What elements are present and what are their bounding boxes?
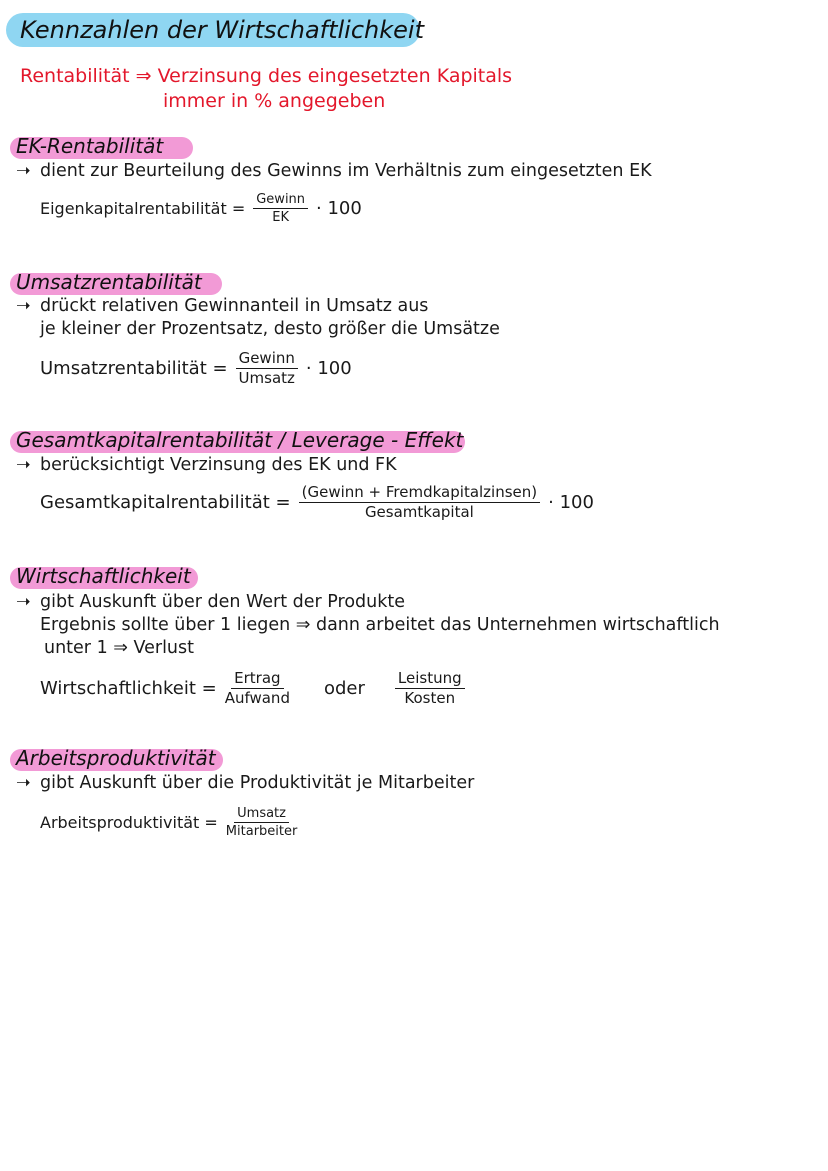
formula-umsatzrentabilitaet (40, 350, 352, 387)
multiplier: · 100 (305, 358, 352, 379)
bullet-line (16, 295, 428, 317)
bullet-line (16, 454, 397, 476)
denominator: Aufwand (224, 689, 290, 707)
numerator: Leistung (395, 670, 465, 689)
loss-note: unter 1 ⇒ Verlust (44, 638, 194, 658)
denominator: Gesamtkapital (364, 503, 474, 521)
denominator: Kosten (404, 689, 456, 707)
bullet-text: je kleiner der Prozentsatz, desto größer die Umsätze (40, 319, 500, 339)
fraction (253, 192, 308, 225)
bullet-text: dient zur Beurteilung des Gewinns im Verhältnis zum eingesetzten EK (40, 161, 652, 181)
bullet-text: gibt Auskunft über den Wert der Produkte (40, 592, 406, 612)
arrow-icon: ➝ (16, 592, 31, 612)
connector-text: oder (323, 678, 365, 699)
formula-gesamtkapitalrentabilitaet (40, 484, 594, 521)
intro-line-2: immer in % angegeben (163, 90, 386, 112)
section-heading-ek-rentabilitaet: EK-Rentabilität (16, 134, 164, 158)
fraction (236, 350, 298, 387)
bullet-line (16, 591, 405, 613)
fraction (226, 806, 298, 839)
bullet-text: Ergebnis sollte über 1 liegen ⇒ dann arbeitet das Unternehmen wirtschaftlich (40, 615, 720, 635)
page-title: Kennzahlen der Wirtschaftlichkeit (20, 16, 424, 44)
arrow-icon: ➝ (16, 773, 31, 793)
intro-line-1: Rentabilität ⇒ Verzinsung des eingesetzten Kapitals (20, 65, 513, 87)
section-heading-umsatzrentabilitaet: Umsatzrentabilität (16, 270, 202, 294)
bullet-line (16, 772, 474, 794)
numerator: Gewinn (236, 350, 298, 369)
formula-ek-rentabilitaet (40, 192, 362, 225)
section-heading-arbeitsproduktivitaet: Arbeitsproduktivität (16, 746, 216, 770)
fraction-alt (395, 670, 465, 707)
arrow-icon: ➝ (16, 455, 31, 475)
fraction (225, 670, 290, 707)
formula-lhs: Eigenkapitalrentabilität = (40, 199, 246, 218)
formula-lhs: Wirtschaftlichkeit = (40, 678, 217, 699)
bullet-text: drückt relativen Gewinnanteil in Umsatz aus (40, 296, 429, 316)
formula-lhs: Umsatzrentabilität = (40, 358, 228, 379)
bullet-line (16, 160, 652, 182)
fraction (299, 484, 541, 521)
formula-lhs: Gesamtkapitalrentabilität = (40, 492, 291, 513)
bullet-text: berücksichtigt Verzinsung des EK und FK (40, 455, 397, 475)
bullet-text: gibt Auskunft über die Produktivität je Mitarbeiter (40, 773, 475, 793)
numerator: Gewinn (253, 192, 308, 209)
numerator: (Gewinn + Fremdkapitalzinsen) (299, 484, 541, 503)
section-heading-wirtschaftlichkeit: Wirtschaftlichkeit (16, 564, 191, 588)
multiplier: · 100 (548, 492, 594, 513)
multiplier: · 100 (316, 198, 362, 219)
numerator: Umsatz (234, 806, 289, 823)
section-heading-gesamtkapitalrentabilitaet: Gesamtkapitalrentabilität / Leverage - Effekt (16, 428, 464, 452)
denominator: Umsatz (238, 369, 295, 387)
formula-arbeitsproduktivitaet (40, 806, 301, 839)
arrow-icon: ➝ (16, 161, 31, 181)
numerator: Ertrag (231, 670, 283, 689)
formula-lhs: Arbeitsproduktivität = (40, 813, 218, 832)
denominator: Mitarbeiter (225, 824, 298, 839)
arrow-icon: ➝ (16, 296, 31, 316)
denominator: EK (272, 210, 289, 225)
formula-wirtschaftlichkeit (40, 670, 469, 707)
